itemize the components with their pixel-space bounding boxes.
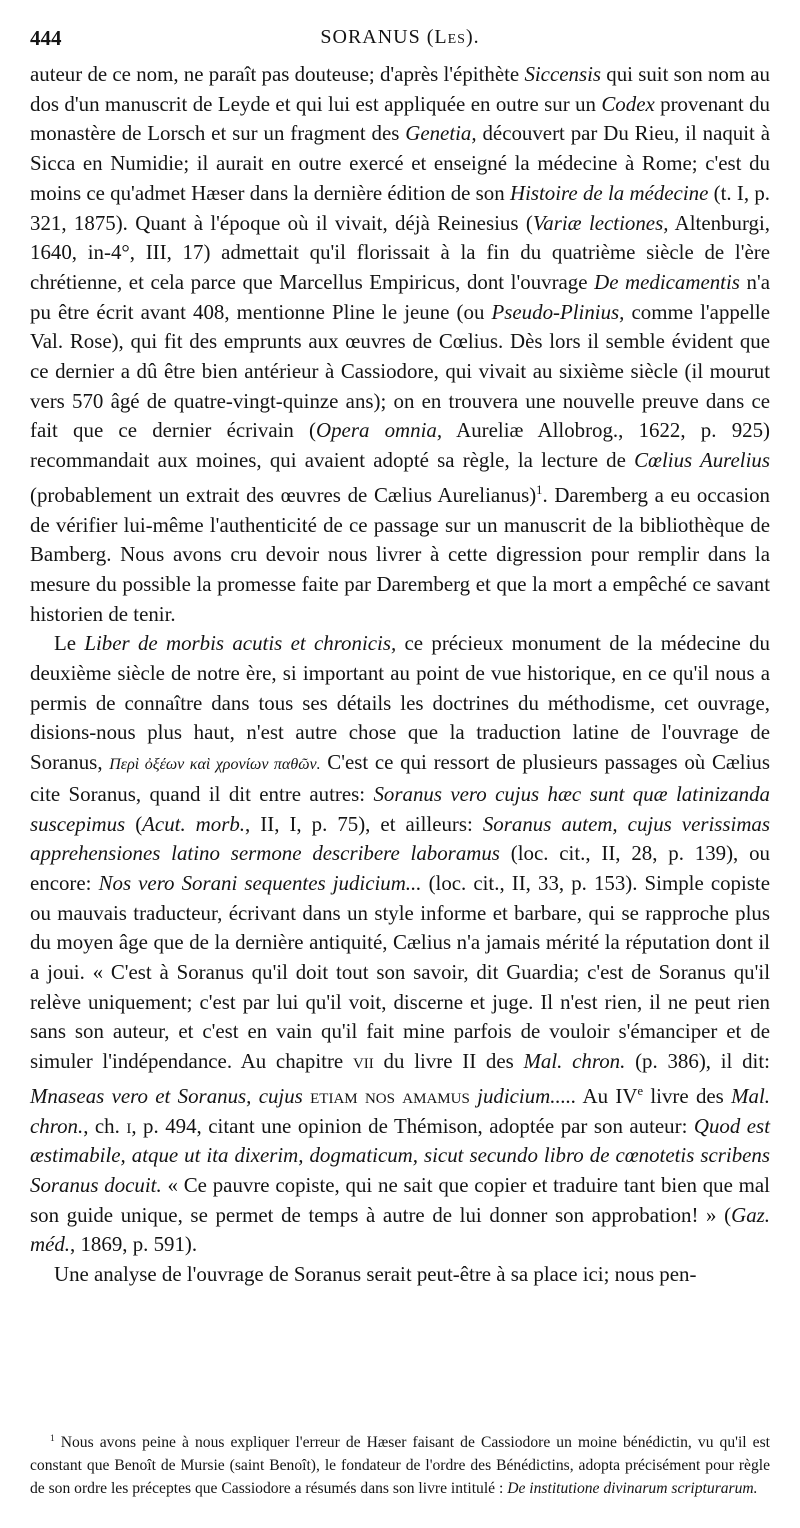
text-run: etiam nos amamus <box>302 1083 478 1108</box>
text-run: vii <box>352 1049 374 1074</box>
text-run: Περὶ ὀξέων καὶ χρονίων παθῶν. <box>109 756 321 774</box>
text-run: Quod est æstimabile, atque ut ita dixerim, dogmaticum, sicut secundo libro de cœnotetis scribens Soranus docuit. <box>30 1113 770 1197</box>
text-run: Variæ lectiones, <box>532 210 669 235</box>
text-run: Soranus autem, cujus verissimas apprehensiones latino sermone describere laboramus <box>30 811 770 866</box>
text-run: Mnaseas vero et Soranus, cujus <box>30 1083 303 1108</box>
running-title <box>30 26 770 49</box>
footnote-1 <box>30 1428 770 1500</box>
text-run: judicium..... <box>477 1083 577 1108</box>
text-run: Codex <box>601 91 655 116</box>
text-run: comme l'appelle Val. Rose), qui fit des emprunts aux œuvres de Cœlius. Dès lors il semble évident que ce dernier a dû être bien antérieur à Cassiodore, qui vivait au sixième siècle (il mourut vers 570 âgé de quatre-vingt-quinze ans); on en trouvera une nouvelle preuve dans ce fait que ce dernier écrivain ( <box>30 299 770 443</box>
text-run: provenant du monastère de Lorsch et sur un fragment des <box>30 91 770 146</box>
text-run: (loc. cit., II, 28, p. 139), ou encore: <box>30 841 770 895</box>
paragraph-1 <box>30 60 770 629</box>
paragraph-2 <box>30 629 770 1260</box>
running-header <box>30 26 770 56</box>
text-run: Cœlius Aurelius <box>634 448 770 473</box>
text-run: n'a pu être écrit avant 408, mentionne Pline le jeune (ou <box>30 269 770 324</box>
text-run: i <box>126 1113 132 1138</box>
text-run: (t. I, p. 321, 1875). Quant à l'époque où il vivait, déjà Reinesius ( <box>30 180 770 235</box>
running-title-paren: (Les). <box>426 26 480 48</box>
text-run: , p. 494, citant une opinion de Thémison, adoptée par son auteur: <box>131 1113 694 1138</box>
text-run: « Ce pauvre copiste, qui ne sait que copier et traduire tant bien que mal son guide unique, se permet de temps à autre de lui donner son approbation! » ( <box>30 1172 770 1227</box>
text-run: Le <box>54 631 85 656</box>
text-run: Mal. chron. <box>523 1049 626 1074</box>
text-run: Histoire de la médecine <box>509 180 709 205</box>
paragraph-3 <box>30 1260 770 1290</box>
text-run: du livre II des <box>373 1049 524 1074</box>
running-title-main: SORANUS <box>320 26 421 48</box>
text-run: Altenburgi, 1640, in-4°, III, 17) admettait qu'il florissait à la fin du quatrième siècle de l'ère chrétienne, et cela parce que Marcellus Empiricus, dont l'ouvrage <box>30 210 771 294</box>
text-run: ( <box>125 811 143 836</box>
text-run: Mal. chron. <box>30 1083 770 1138</box>
body-text <box>30 60 770 1290</box>
text-run: (p. 386), il dit: <box>625 1049 770 1074</box>
text-run: 1 <box>536 482 543 497</box>
text-run: (probablement un extrait des œuvres de Cælius Aurelianus) <box>30 482 537 507</box>
text-run: Gaz. méd. <box>30 1202 770 1257</box>
text-run: Soranus vero cujus hæc sunt quæ latinizanda suscepimus <box>30 781 770 836</box>
text-run: . Daremberg a eu occasion de vérifier lui-même l'authenticité de ce passage sur un manuscrit de la bibliothèque de Bamberg. Nous avons cru devoir nous livrer à cette digression pour remplir dans la mesure du possible la promesse faite par Daremberg et que la mort a empêché ce savant historien de tenir. <box>30 482 770 626</box>
text-run: qui suit son nom au dos d'un manuscrit de Leyde et qui lui est appliquée en outre sur un <box>30 62 770 116</box>
text-run: , ch. <box>83 1113 127 1138</box>
text-run: Acut. morb. <box>142 811 246 836</box>
text-run: , II, I, p. 75), et ailleurs: <box>245 811 483 836</box>
text-run: Pseudo-Plinius, <box>491 299 625 324</box>
text-run: Nous avons peine à nous expliquer l'erreur de Hæser faisant de Cassiodore un moine bénédictin, vu qu'il est constant que Benoît de Mursie (saint Benoît), le fondateur de l'ordre des Bénédictins, adopta précisément pour règle de son ordre les préceptes que Cassiodore a résumés dans son livre intitulé : <box>30 1434 770 1498</box>
footnotes <box>30 1428 770 1500</box>
text-run: C'est ce qui ressort de plusieurs passages où Cælius cite Soranus, quand il dit entre autres: <box>30 750 770 806</box>
text-run: Siccensis <box>524 62 602 86</box>
text-run: livre des <box>643 1083 732 1108</box>
text-run: Au IV <box>576 1083 638 1108</box>
text-run: Liber de morbis acutis et chronicis, <box>84 631 397 656</box>
text-run: De medicamentis <box>594 269 740 294</box>
text-run: découvert par Du Rieu, il naquit à Sicca en Numidie; il aurait en outre exercé et enseigné la médecine à Rome; c'est du moins ce qu'admet Hæser dans la dernière édition de son <box>30 121 770 205</box>
page-number: 444 <box>30 26 62 50</box>
text-run: 1 <box>50 1434 55 1444</box>
text-run: , 1869, p. 591). <box>70 1232 198 1257</box>
text-run: Une analyse de l'ouvrage de Soranus serait peut-être à sa place ici; nous pen- <box>54 1262 697 1287</box>
text-run: e <box>637 1083 644 1098</box>
text-run: auteur de ce nom, ne paraît pas douteuse; d'après l'épithète <box>30 62 525 86</box>
text-run: Nos vero Sorani sequentes judicium... <box>98 870 422 895</box>
text-run: Aureliæ Allobrog., 1622, p. 925) recommandait aux moines, qui avaient adopté sa règle, la lecture de <box>30 418 770 473</box>
text-run: De institutione divinarum scripturarum. <box>507 1480 758 1498</box>
text-run: ce précieux monument de la médecine du deuxième siècle de notre ère, si important au point de vue historique, en ce qu'il nous a permis de connaître dans tous ses détails les doctrines du méthodisme, cet ouvrage, disions-nous plus haut, n'est autre chose que la traduction latine de l'ouvrage de Soranus, <box>30 631 770 775</box>
text-run: (loc. cit., II, 33, p. 153). Simple copiste ou mauvais traducteur, écrivant dans un style informe et barbare, qui se rapproche plus du moyen âge que de la dernière antiquité, Cælius n'a jamais mérité la réputation dont il a joui. « C'est à Soranus qu'il doit tout son savoir, dit Guardia; c'est de Soranus qu'il relève uniquement; c'est par lui qu'il voit, discerne et juge. Il n'est rien, il ne peut rien sans son auteur, et c'est en vain qu'il fait mine parfois de vouloir s'émanciper et de simuler l'indépendance. Au chapitre <box>30 870 771 1074</box>
text-run: Genetia, <box>405 121 477 146</box>
text-run: Opera omnia, <box>316 418 443 443</box>
